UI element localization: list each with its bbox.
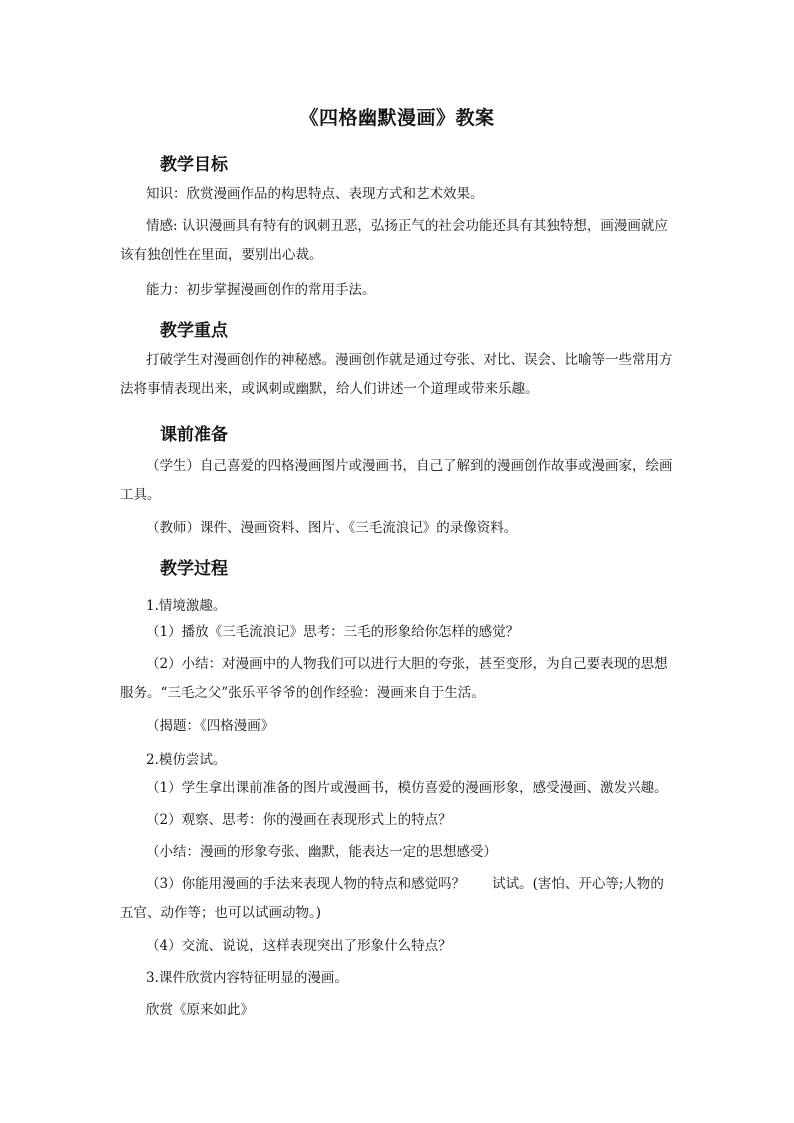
process-step2: 2.模仿尝试。 [146, 752, 227, 768]
document-title: 《四格幽默漫画》教案 [299, 107, 495, 129]
process-step2-b: （2）观察、思考：你的漫画在表现形式上的特点？ [146, 812, 452, 828]
process-step2-a: （1）学生拿出课前准备的图片或漫画书，模仿喜爱的漫画形象，感受漫画、激发兴趣。 [146, 780, 668, 796]
process-step2-e: （4）交流、说说，这样表现突出了形象什么特点？ [146, 938, 452, 954]
preparation-student: （学生）自己喜爱的四格漫画图片或漫画书，自己了解到的漫画创作故事或漫画家，绘画工具。 [120, 458, 673, 503]
heading-process: 教学过程 [160, 559, 228, 579]
heading-objectives: 教学目标 [160, 155, 228, 175]
heading-preparation: 课前准备 [160, 425, 228, 445]
process-step3-a: 欣赏《原来如此》 [146, 1002, 254, 1018]
objective-ability: 能力：初步掌握漫画创作的常用手法。 [146, 282, 376, 298]
focus-text: 打破学生对漫画创作的神秘感。漫画创作就是通过夸张、对比、误会、比喻等一些常用方法将事情表现出来，或讽刺或幽默，给人们讲述一个道理或带来乐趣。 [120, 352, 673, 397]
process-step1-a: （1）播放《三毛流浪记》思考：三毛的形象给你怎样的感觉？ [146, 624, 520, 640]
process-step2-c: （小结：漫画的形象夸张、幽默，能表达一定的思想感受） [146, 844, 497, 860]
process-step2-d: （3）你能用漫画的手法来表现人物的特点和感觉吗？ 试试。(害怕、开心等;人物的五官、动作等；也可以试画动物。) [120, 876, 664, 921]
preparation-teacher: （教师）课件、漫画资料、图片、《三毛流浪记》的录像资料。 [146, 520, 518, 536]
process-step3: 3.课件欣赏内容特征明显的漫画。 [146, 970, 348, 986]
process-step1-b: （2）小结：对漫画中的人物我们可以进行大胆的夸张，甚至变形，为自己要表现的思想服务。“三毛之父”张乐平爷爷的创作经验：漫画来自于生活。 [120, 656, 668, 701]
process-step1: 1.情境激趣。 [146, 598, 227, 614]
objective-knowledge: 知识：欣赏漫画作品的构思特点、表现方式和艺术效果。 [146, 186, 484, 202]
heading-focus: 教学重点 [160, 321, 228, 341]
objective-emotion: 情感: 认识漫画具有特有的讽刺丑恶，弘扬正气的社会功能还具有其独特想，画漫画就应该有独创性在里面，要别出心裁。 [120, 218, 668, 263]
process-step1-c: （揭题：《四格漫画》 [146, 718, 275, 734]
